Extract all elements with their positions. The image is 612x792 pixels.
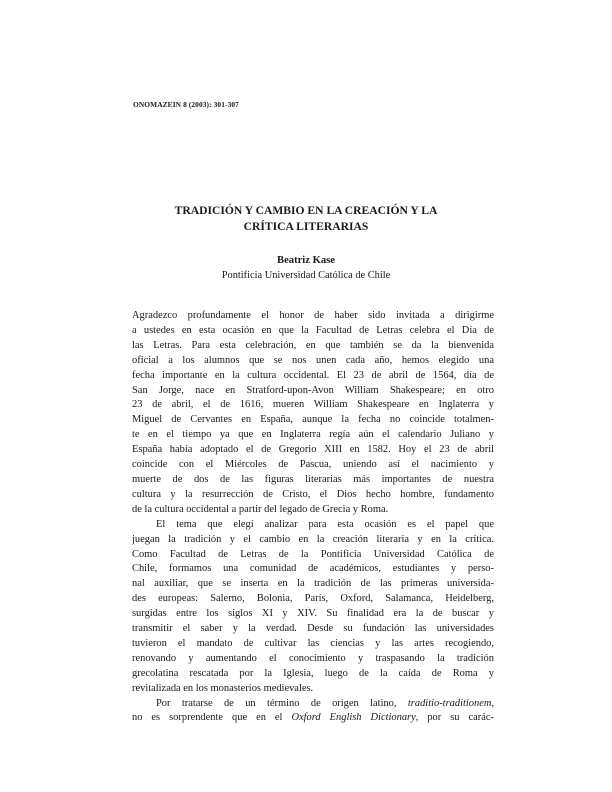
author-name: Beatriz Kase (277, 255, 335, 266)
body-line: te en el tiempo ya que en Inglaterra regía aún el calendario Juliano y (132, 429, 494, 441)
latin-term: traditio-traditionem (407, 697, 492, 709)
body-line-text: no es sorprendente que en el (132, 712, 292, 724)
body-line: El tema que elegí analizar para esta ocasión es el papel que (156, 518, 494, 530)
body-line: San Jorge, nace en Stratford-upon-Avon William Shakespeare; en otro (132, 384, 494, 396)
body-line: tuvieron el mandato de cultivar las ciencias y las artes recogiendo, (132, 637, 494, 649)
body-line: de la cultura occidental a partir del legado de Grecia y Roma. (132, 503, 389, 515)
article-title (100, 203, 512, 234)
body-line: España había adoptado el de Gregorio XIII en 1582. Hoy el 23 de abril (132, 444, 494, 456)
body-line: grecolatina rescatada por la Iglesia, luego de la caída de Roma y (132, 667, 494, 679)
body-line (132, 697, 494, 712)
body-line: surgidas entre los siglos XI y XIV. Su finalidad era la de buscar y (132, 608, 494, 620)
body-line: juegan la tradición y el cambio en la creación literaria y en la crítica. (132, 533, 494, 545)
body-line: renovando y aumentando el conocimiento y traspasando la tradición (132, 652, 494, 664)
body-line: coincide con el Miércoles de Pascua, uniendo así el nacimiento y (132, 459, 494, 471)
article-body (132, 309, 494, 726)
body-line (132, 711, 494, 726)
body-line: Como Facultad de Letras de la Pontificia Universidad Católica de (132, 548, 494, 560)
body-line: transmitir el saber y la verdad. Desde su fundación las universidades (132, 623, 494, 635)
body-line-text: , (491, 697, 494, 709)
body-line: revitalizada en los monasterios medievales. (132, 682, 314, 694)
body-line: oficial a los alumnos que se nos unen cada año, hemos elegido una (132, 354, 494, 366)
body-line: des europeas: Salerno, Bolonia, París, Oxford, Salamanca, Heidelberg, (132, 593, 494, 605)
journal-reference: ONOMAZEIN 8 (2003): 301-307 (133, 100, 239, 109)
body-line: a ustedes en esta ocasión en que la Facultad de Letras celebra el Día de (132, 324, 494, 336)
body-line: nal auxiliar, que se inserta en la tradición de las primeras universida- (132, 578, 494, 590)
author-affiliation: Pontificia Universidad Católica de Chile (221, 270, 391, 281)
dictionary-title: Oxford English Dictionary (291, 712, 416, 724)
body-line: las Letras. Para esta celebración, en que también se da la bienvenida (132, 339, 494, 351)
body-line-text: Por tratarse de un término de origen latino, (156, 697, 408, 709)
body-line-text: , por su carác- (415, 712, 494, 724)
article-title-line-1: TRADICIÓN Y CAMBIO EN LA CREACIÓN Y LA (174, 204, 438, 217)
body-line: muerte de dos de las figuras literarias más importantes de nuestra (132, 473, 494, 485)
body-line: Agradezco profundamente el honor de haber sido invitada a dirigirme (132, 310, 494, 321)
article-title-line-2: CRÍTICA LITERARIAS (243, 219, 369, 233)
body-line: Chile, formamos una comunidad de académicos, estudiantes y perso- (132, 563, 494, 575)
body-line: cultura y la resurrección de Cristo, el Dios hecho hombre, fundamento (132, 488, 494, 500)
body-line: fecha importante en la cultura occidental. El 23 de abril de 1564, día de (132, 369, 494, 381)
body-line: Miguel de Cervantes en España, aunque la fecha no coincide totalmen- (132, 414, 494, 426)
body-line: 23 de abril, el de 1616, mueren William Shakespeare en Inglaterra y (132, 399, 494, 411)
